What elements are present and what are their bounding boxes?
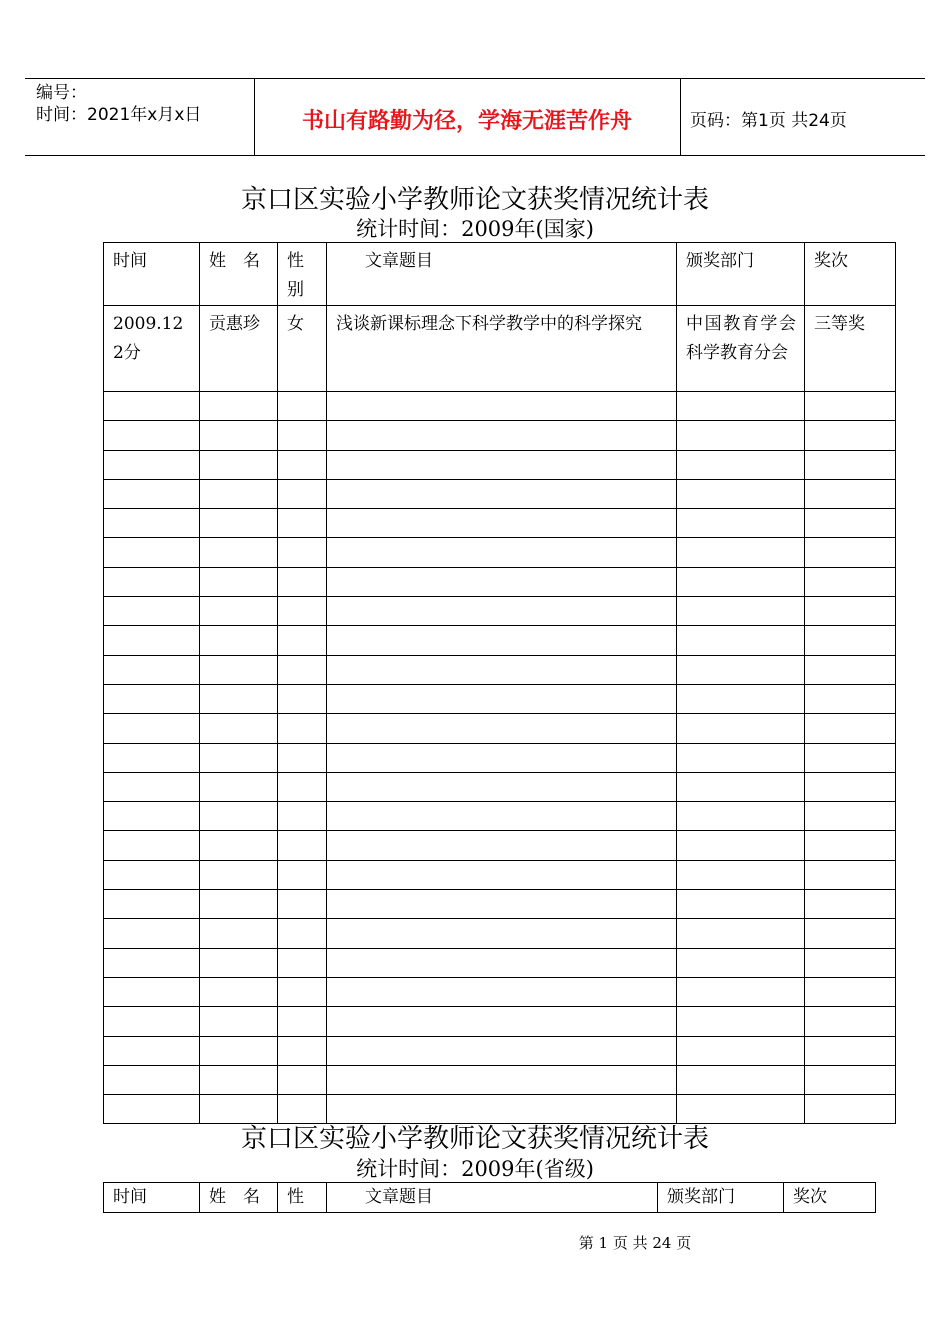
empty-cell (327, 567, 677, 596)
table-row (104, 450, 896, 479)
empty-cell (278, 890, 327, 919)
cell-article-title: 浅谈新课标理念下科学教学中的科学探究 (327, 306, 677, 392)
empty-cell (327, 714, 677, 743)
table-row (104, 479, 896, 508)
section2-subtitle: 统计时间：2009年(省级) (356, 1157, 594, 1181)
empty-cell (805, 567, 896, 596)
cell-name: 贡惠珍 (200, 306, 278, 392)
empty-cell (278, 421, 327, 450)
empty-cell (278, 538, 327, 567)
cell-awarding-body: 中国教育学会科学教育分会 (677, 306, 805, 392)
table-row (104, 890, 896, 919)
empty-cell (104, 860, 200, 889)
empty-cell (200, 655, 278, 684)
empty-cell (327, 890, 677, 919)
empty-cell (327, 1036, 677, 1065)
empty-cell (278, 655, 327, 684)
empty-cell (278, 948, 327, 977)
empty-cell (327, 1065, 677, 1094)
column-header-name: 姓 名 (200, 243, 278, 306)
empty-cell (805, 392, 896, 421)
empty-cell (327, 684, 677, 713)
empty-cell (104, 450, 200, 479)
empty-cell (200, 538, 278, 567)
empty-cell (104, 743, 200, 772)
empty-cell (104, 567, 200, 596)
header-motto: 书山有路勤为径，学海无涯苦作舟 (301, 108, 632, 134)
empty-cell (677, 1095, 805, 1124)
empty-cell (104, 772, 200, 801)
empty-cell (278, 860, 327, 889)
empty-cell (104, 684, 200, 713)
empty-cell (104, 538, 200, 567)
column-header-award-level: 奖次 (784, 1183, 876, 1213)
empty-cell (677, 714, 805, 743)
empty-cell (200, 479, 278, 508)
empty-cell (278, 802, 327, 831)
empty-cell (805, 597, 896, 626)
empty-cell (200, 1095, 278, 1124)
empty-cell (677, 597, 805, 626)
table-row (104, 1095, 896, 1124)
empty-cell (104, 977, 200, 1006)
table-row (104, 831, 896, 860)
empty-cell (200, 509, 278, 538)
section1-subtitle: 统计时间：2009年(国家) (356, 217, 594, 241)
empty-cell (327, 538, 677, 567)
table-row (104, 977, 896, 1006)
empty-cell (278, 1065, 327, 1094)
table-row (104, 567, 896, 596)
empty-cell (104, 890, 200, 919)
empty-cell (677, 890, 805, 919)
table-row (104, 421, 896, 450)
empty-cell (278, 1007, 327, 1036)
table-row (104, 1036, 896, 1065)
empty-cell (278, 392, 327, 421)
column-header-article-title: 文章题目 (327, 1183, 658, 1213)
empty-cell (677, 450, 805, 479)
empty-cell (677, 509, 805, 538)
empty-cell (104, 802, 200, 831)
empty-cell (200, 802, 278, 831)
empty-cell (104, 919, 200, 948)
empty-cell (104, 831, 200, 860)
empty-cell (278, 450, 327, 479)
empty-cell (805, 421, 896, 450)
column-header-time: 时间 (104, 1183, 200, 1213)
column-header-gender: 性 (278, 1183, 327, 1213)
empty-cell (200, 1036, 278, 1065)
empty-cell (104, 655, 200, 684)
header-bottom-rule (25, 155, 925, 156)
empty-cell (805, 714, 896, 743)
empty-cell (677, 831, 805, 860)
empty-cell (104, 421, 200, 450)
empty-cell (104, 597, 200, 626)
page-footer: 第 1 页 共 24 页 (578, 1234, 692, 1252)
column-header-gender: 性别 (278, 243, 327, 306)
empty-cell (200, 977, 278, 1006)
empty-cell (278, 626, 327, 655)
empty-cell (104, 392, 200, 421)
section2-title: 京口区实验小学教师论文获奖情况统计表 (240, 1124, 709, 1154)
empty-cell (677, 684, 805, 713)
empty-cell (200, 714, 278, 743)
table-row (104, 1007, 896, 1036)
empty-cell (200, 743, 278, 772)
table-row (104, 714, 896, 743)
empty-cell (805, 977, 896, 1006)
table-row (104, 538, 896, 567)
cell-gender: 女 (278, 306, 327, 392)
empty-cell (327, 743, 677, 772)
empty-cell (327, 948, 677, 977)
empty-cell (200, 860, 278, 889)
empty-cell (104, 1065, 200, 1094)
empty-cell (805, 802, 896, 831)
column-header-article-title: 文章题目 (327, 243, 677, 306)
empty-cell (677, 948, 805, 977)
empty-cell (805, 743, 896, 772)
empty-cell (805, 655, 896, 684)
empty-cell (677, 392, 805, 421)
empty-cell (677, 421, 805, 450)
empty-cell (200, 684, 278, 713)
empty-cell (104, 1036, 200, 1065)
empty-cell (677, 655, 805, 684)
empty-cell (200, 772, 278, 801)
document-number-label: 编号： (36, 83, 87, 103)
empty-cell (104, 1095, 200, 1124)
table-row (104, 919, 896, 948)
empty-cell (278, 743, 327, 772)
empty-cell (200, 890, 278, 919)
empty-cell (200, 626, 278, 655)
empty-cell (327, 421, 677, 450)
empty-cell (327, 509, 677, 538)
column-header-awarding-body: 颁奖部门 (677, 243, 805, 306)
empty-cell (104, 509, 200, 538)
empty-cell (200, 421, 278, 450)
cell-time: 2009.122分 (104, 306, 200, 392)
table-row (104, 509, 896, 538)
empty-cell (805, 1007, 896, 1036)
empty-cell (200, 948, 278, 977)
empty-cell (805, 919, 896, 948)
empty-cell (805, 450, 896, 479)
empty-cell (327, 479, 677, 508)
empty-cell (327, 1007, 677, 1036)
empty-cell (104, 626, 200, 655)
empty-cell (805, 1065, 896, 1094)
empty-cell (200, 1007, 278, 1036)
table-row (104, 948, 896, 977)
table-row (104, 860, 896, 889)
empty-cell (805, 684, 896, 713)
empty-cell (278, 509, 327, 538)
empty-cell (200, 831, 278, 860)
empty-cell (805, 860, 896, 889)
empty-cell (805, 538, 896, 567)
award-table-national (103, 242, 896, 1124)
empty-cell (278, 977, 327, 1006)
empty-cell (278, 597, 327, 626)
empty-cell (200, 450, 278, 479)
table-row (104, 684, 896, 713)
header-top-rule (25, 78, 925, 79)
empty-cell (278, 684, 327, 713)
empty-cell (278, 831, 327, 860)
empty-cell (278, 567, 327, 596)
empty-cell (327, 1095, 677, 1124)
header-meta (36, 82, 201, 126)
empty-cell (677, 919, 805, 948)
empty-cell (327, 919, 677, 948)
empty-cell (200, 1065, 278, 1094)
empty-cell (677, 802, 805, 831)
empty-cell (327, 860, 677, 889)
empty-cell (278, 1036, 327, 1065)
empty-cell (327, 831, 677, 860)
table-row (104, 1065, 896, 1094)
empty-cell (677, 860, 805, 889)
document-time-label: 时间：2021年x月x日 (36, 105, 202, 125)
empty-cell (677, 772, 805, 801)
empty-cell (327, 655, 677, 684)
empty-cell (677, 1065, 805, 1094)
empty-cell (805, 831, 896, 860)
empty-cell (200, 919, 278, 948)
empty-cell (805, 1036, 896, 1065)
empty-cell (805, 509, 896, 538)
empty-cell (677, 743, 805, 772)
column-header-awarding-body: 颁奖部门 (658, 1183, 784, 1213)
empty-cell (327, 626, 677, 655)
table-header-row (104, 1183, 876, 1213)
empty-cell (805, 948, 896, 977)
empty-cell (278, 479, 327, 508)
empty-cell (104, 948, 200, 977)
empty-cell (200, 392, 278, 421)
empty-cell (677, 538, 805, 567)
empty-cell (677, 977, 805, 1006)
empty-cell (200, 567, 278, 596)
empty-cell (200, 597, 278, 626)
table-row (104, 802, 896, 831)
empty-cell (805, 626, 896, 655)
empty-cell (805, 1095, 896, 1124)
column-header-award-level: 奖次 (805, 243, 896, 306)
empty-cell (278, 772, 327, 801)
table-row (104, 772, 896, 801)
empty-cell (805, 890, 896, 919)
table-row (104, 626, 896, 655)
empty-cell (327, 977, 677, 1006)
cell-award-level: 三等奖 (805, 306, 896, 392)
empty-cell (327, 392, 677, 421)
empty-cell (677, 479, 805, 508)
header-page-indicator: 页码：第1页 共24页 (690, 111, 847, 131)
empty-cell (677, 1036, 805, 1065)
empty-cell (805, 772, 896, 801)
empty-cell (327, 450, 677, 479)
empty-cell (677, 567, 805, 596)
table-row (104, 392, 896, 421)
empty-cell (278, 919, 327, 948)
empty-cell (104, 1007, 200, 1036)
table-row (104, 306, 896, 392)
empty-cell (805, 479, 896, 508)
award-table-provincial (103, 1182, 876, 1213)
empty-cell (327, 802, 677, 831)
table-row (104, 597, 896, 626)
empty-cell (327, 597, 677, 626)
table-row (104, 655, 896, 684)
column-header-name: 姓 名 (200, 1183, 278, 1213)
empty-cell (677, 1007, 805, 1036)
table-row (104, 743, 896, 772)
table-header-row (104, 243, 896, 306)
empty-cell (677, 626, 805, 655)
section1-title: 京口区实验小学教师论文获奖情况统计表 (240, 185, 709, 215)
empty-cell (327, 772, 677, 801)
empty-cell (104, 479, 200, 508)
header-divider-right (680, 78, 681, 155)
empty-cell (104, 714, 200, 743)
column-header-time: 时间 (104, 243, 200, 306)
empty-cell (278, 714, 327, 743)
empty-cell (278, 1095, 327, 1124)
